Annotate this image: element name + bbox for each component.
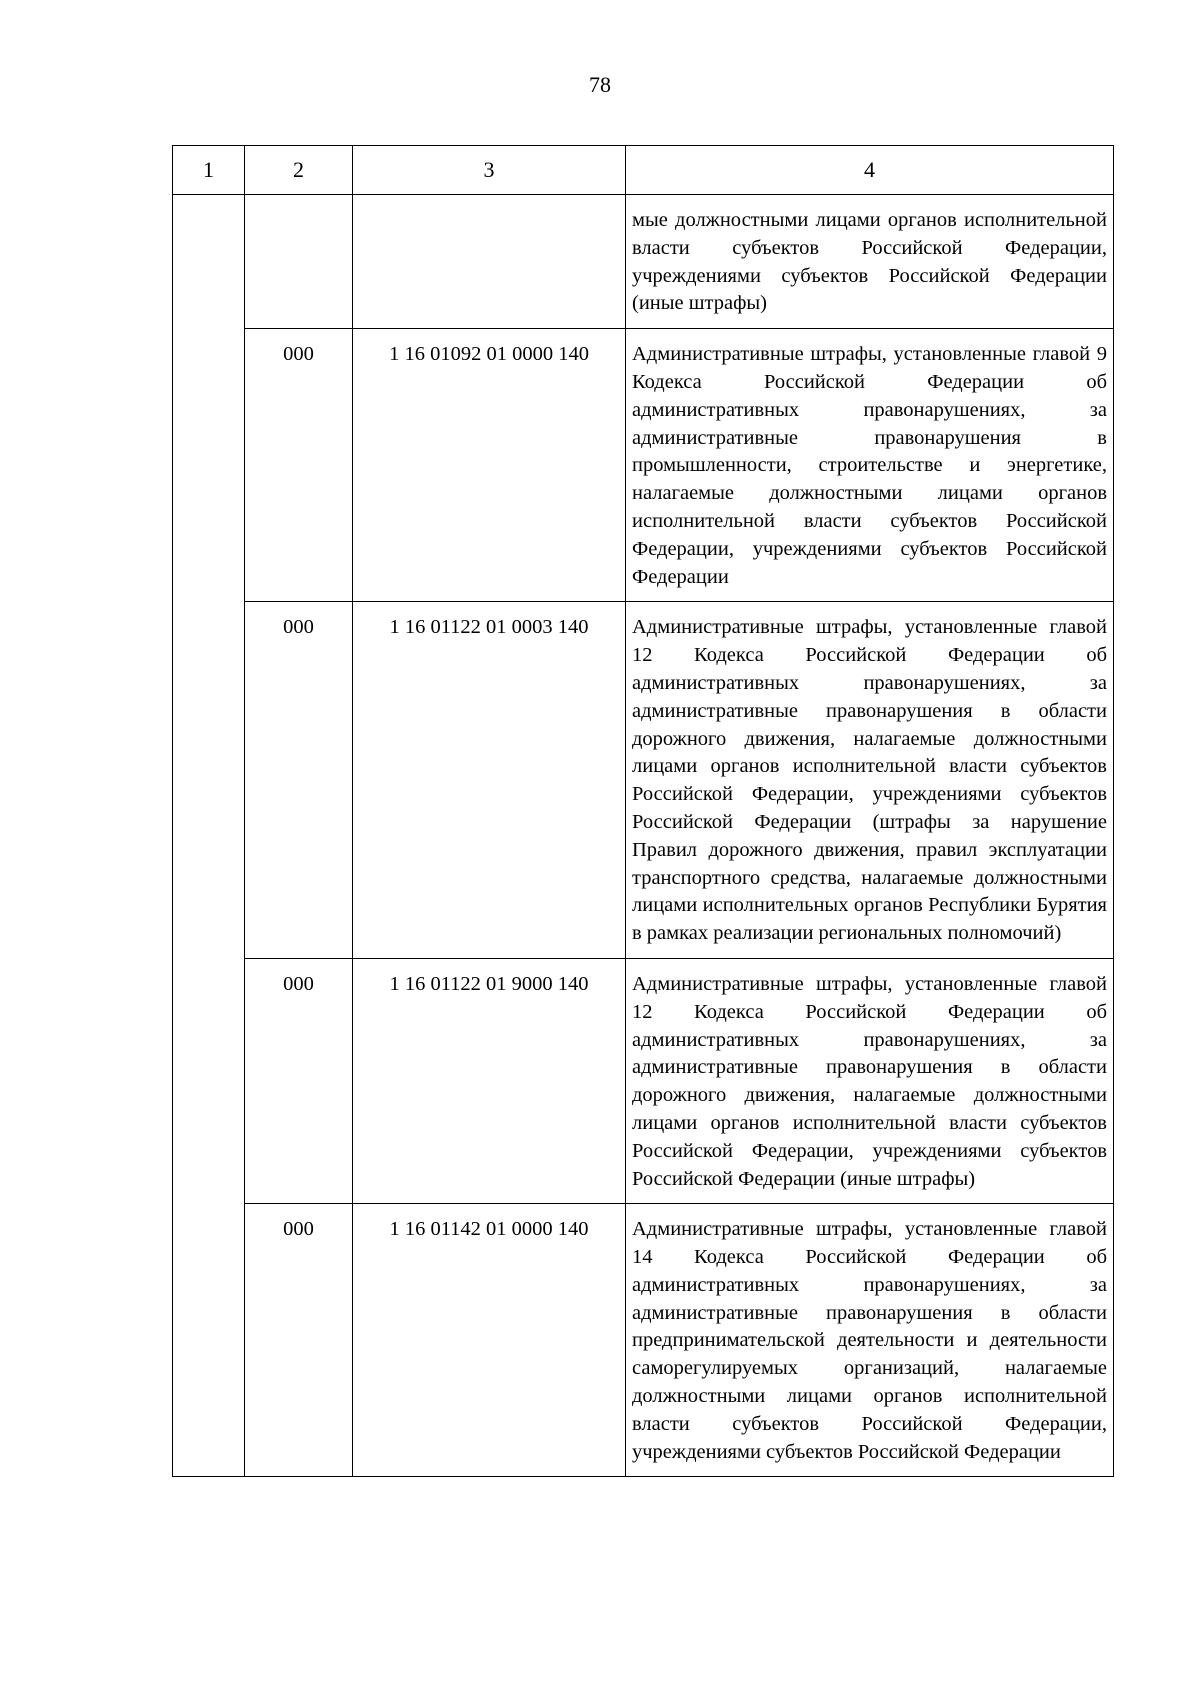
column-header-4: 4	[626, 146, 1114, 195]
admin-code-cell: 000	[245, 602, 353, 959]
description-cell: Административные штрафы, установленные главой 12 Кодекса Российской Федерации об административных правонарушениях, за административные правонарушения в области дорожного движения, налагаемые должностными лицами органов исполнительной власти субъектов Российской Федерации, учреждениями субъектов Российской Федерации (штрафы за нарушение Правил дорожного движения, правил эксплуатации транспортного средства, налагаемые должностными лицами исполнительных органов Республики Бурятия в рамках реализации региональных полномочий)	[626, 602, 1114, 959]
admin-code-cell: 000	[245, 329, 353, 602]
table-row	[173, 329, 1114, 602]
table-header-row	[173, 146, 1114, 195]
table-row	[173, 602, 1114, 959]
admin-code-cell: 000	[245, 1204, 353, 1477]
description-cell-continuation: мые должностными лицами органов исполнительной власти субъектов Российской Федерации, учреждениями субъектов Российской Федерации (иные штрафы)	[626, 195, 1114, 329]
admin-code-cell: 000	[245, 958, 353, 1203]
description-cell: Административные штрафы, установленные главой 12 Кодекса Российской Федерации об административных правонарушениях, за административные правонарушения в области дорожного движения, налагаемые должностными лицами органов исполнительной власти субъектов Российской Федерации, учреждениями субъектов Российской Федерации (иные штрафы)	[626, 958, 1114, 1203]
group-cell	[173, 195, 245, 1477]
kbk-cell	[353, 195, 626, 329]
budget-code-table	[172, 145, 1114, 1477]
page-number: 78	[589, 72, 611, 97]
column-header-3: 3	[353, 146, 626, 195]
table-row	[173, 1204, 1114, 1477]
kbk-cell: 1 16 01122 01 9000 140	[353, 958, 626, 1203]
admin-code-cell	[245, 195, 353, 329]
column-header-2: 2	[245, 146, 353, 195]
table-row-continuation	[173, 195, 1114, 329]
kbk-cell: 1 16 01122 01 0003 140	[353, 602, 626, 959]
column-header-1: 1	[173, 146, 245, 195]
kbk-cell: 1 16 01092 01 0000 140	[353, 329, 626, 602]
description-cell: Административные штрафы, установленные главой 14 Кодекса Российской Федерации об административных правонарушениях, за административные правонарушения в области предпринимательской деятельности и деятельности саморегулируемых организаций, налагаемые должностными лицами органов исполнительной власти субъектов Российской Федерации, учреждениями субъектов Российской Федерации	[626, 1204, 1114, 1477]
table-row	[173, 958, 1114, 1203]
description-cell: Административные штрафы, установленные главой 9 Кодекса Российской Федерации об административных правонарушениях, за административные правонарушения в промышленности, строительстве и энергетике, налагаемые должностными лицами органов исполнительной власти субъектов Российской Федерации, учреждениями субъектов Российской Федерации	[626, 329, 1114, 602]
kbk-cell: 1 16 01142 01 0000 140	[353, 1204, 626, 1477]
